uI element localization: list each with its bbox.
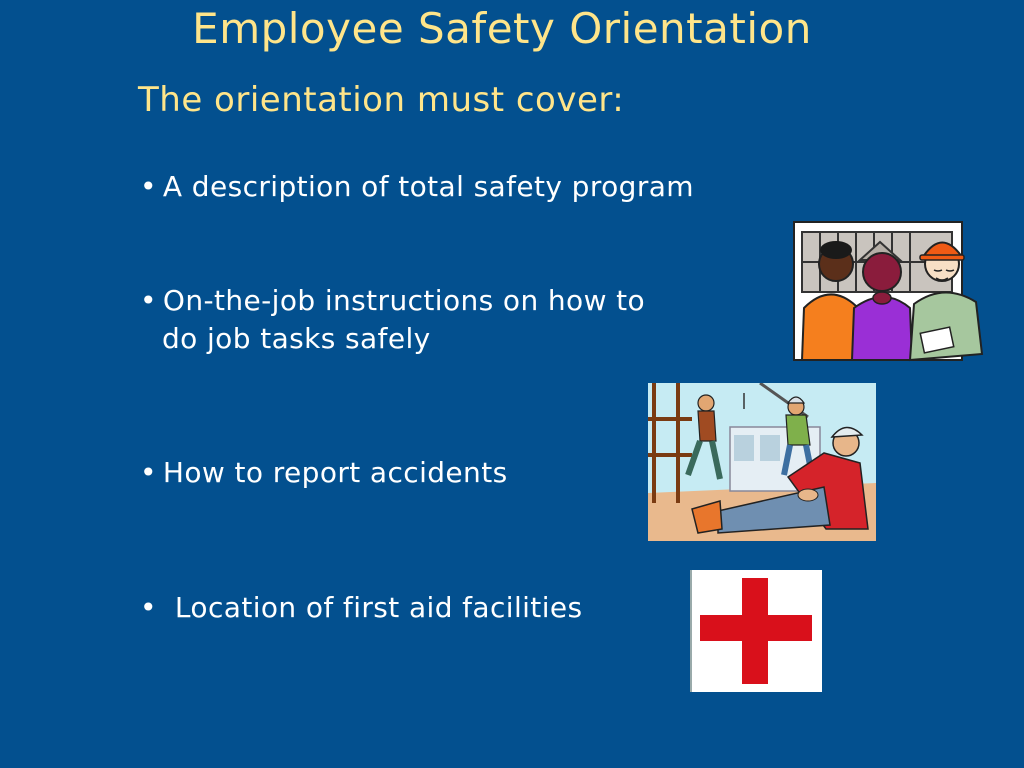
- bullet-text-continuation: do job tasks safely: [162, 322, 431, 355]
- workplace-accident-illustration: [648, 383, 876, 541]
- bullet-text: How to report accidents: [162, 456, 508, 489]
- bullet-text: Location of first aid facilities: [174, 591, 583, 624]
- bullet-dot: •: [140, 170, 157, 203]
- workers-meeting-illustration: [792, 220, 992, 364]
- bullet-dot: •: [140, 284, 157, 317]
- bullet-dot: •: [140, 456, 157, 489]
- bullet-text: On-the-job instructions on how to: [162, 284, 646, 317]
- red-cross-icon: [690, 570, 822, 692]
- slide-subtitle: The orientation must cover:: [138, 80, 625, 120]
- bullet-item-first-aid: [140, 589, 582, 627]
- bullet-dot: •: [140, 591, 157, 624]
- slide-title: Employee Safety Orientation: [192, 4, 812, 53]
- bullet-item-report-accidents: [140, 454, 508, 492]
- bullet-item-job-instructions: [140, 282, 645, 358]
- bullet-item-safety-program: [140, 168, 694, 206]
- bullet-text: A description of total safety program: [162, 170, 694, 203]
